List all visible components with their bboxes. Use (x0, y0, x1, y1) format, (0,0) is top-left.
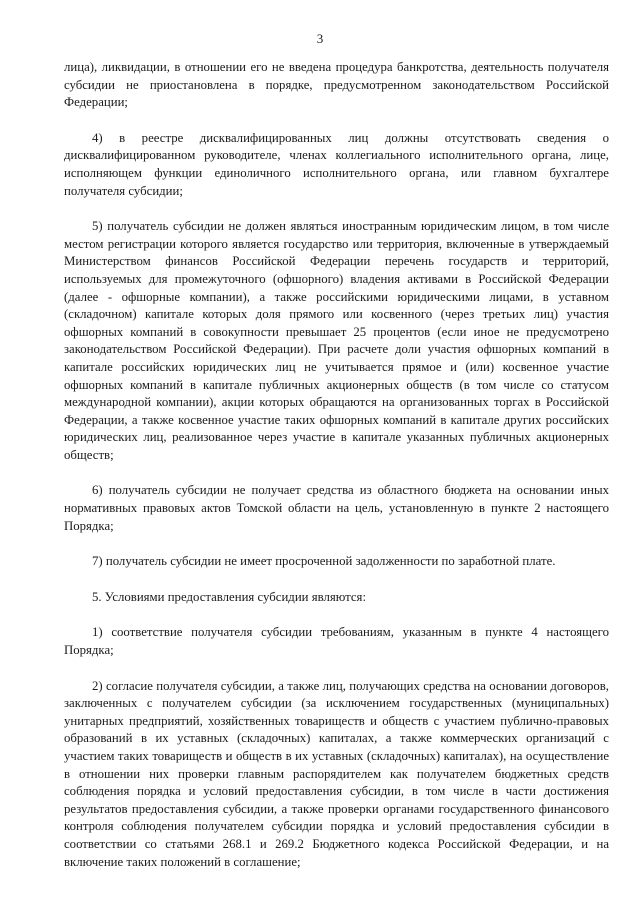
condition-item-1: 1) соответствие получателя субсидии требованиям, указанным в пункте 4 настоящего Порядка; (64, 625, 609, 658)
paragraph-item-5: 5) получатель субсидии не должен являться иностранным юридическим лицом, в том числе местом регистрации которого является государство или территория, включенные в утверждаемый Министерством финансов Российской Федерации перечень государств и территорий, используемых для промежуточного (офшорного) владения активами в Российской Федерации (далее - офшорные компании), а также российскими юридическими лицами, в уставном (складочном) капитале которых доля прямого или косвенного (через третьих лиц) участия офшорных компаний в совокупности превышает 25 процентов (если иное не предусмотрено законодательством Российской Федерации). При расчете доли участия офшорных компаний в капитале российских юридических лиц не учитывается прямое и (или) косвенное участие офшорных компаний в капитале публичных акционерных обществ (в том числе со статусом международной компании), акции которых обращаются на организованных торгах в Российской Федерации, а также косвенное участие таких офшорных компаний в капитале других российских юридических лиц, реализованное через участие в капитале указанных публичных акционерных обществ; (64, 219, 609, 462)
paragraph-gap (64, 660, 609, 678)
paragraph-item-4: 4) в реестре дисквалифицированных лиц должны отсутствовать сведения о дисквалифицированном руководителе, членах коллегиального исполнительного органа, лице, исполняющем функции единоличного исполнительного органа, или главном бухгалтере получателя субсидии; (64, 130, 609, 198)
paragraph-gap (64, 571, 609, 589)
paragraph-gap (64, 200, 609, 218)
paragraph-item-6: 6) получатель субсидии не получает средства из областного бюджета на основании иных нормативных правовых актов Томской области на цель, установленную в пункте 2 настоящего Порядка; (64, 483, 609, 533)
paragraph-gap (64, 464, 609, 482)
page-number: 3 (316, 31, 324, 46)
paragraph-gap (64, 535, 609, 553)
section-5-heading: 5. Условиями предоставления субсидии являются: (92, 589, 367, 604)
document-body (64, 59, 609, 871)
paragraph-continuation: лица), ликвидации, в отношении его не введена процедура банкротства, деятельность получателя субсидии не приостановлена в порядке, предусмотренном законодательством Российской Федерации; (64, 60, 609, 110)
condition-item-2: 2) согласие получателя субсидии, а также лиц, получающих средства на основании договоров, заключенных с получателем субсидии (за исключением государственных (муниципальных) унитарных предприятий, хозяйственных товариществ и обществ с участием публично-правовых образований в их уставных (складочных) капиталах, а также коммерческих организаций с участием таких товариществ и обществ в их уставных (складочных) капиталах), на осуществление в отношении них проверки главным распорядителем как получателем бюджетных средств соблюдения порядка и условий предоставления субсидии, в том числе в части достижения результатов предоставления субсидии, а также проверки органами государственного финансового контроля соблюдения получателем субсидии порядка и условий предоставления субсидии в соответствии со статьями 268.1 и 269.2 Бюджетного кодекса Российской Федерации, и на включение таких положений в соглашение; (64, 678, 609, 869)
paragraph-item-7: 7) получатель субсидии не имеет просроченной задолженности по заработной плате. (92, 554, 556, 569)
paragraph-gap (64, 112, 609, 130)
paragraph-gap (64, 606, 609, 624)
